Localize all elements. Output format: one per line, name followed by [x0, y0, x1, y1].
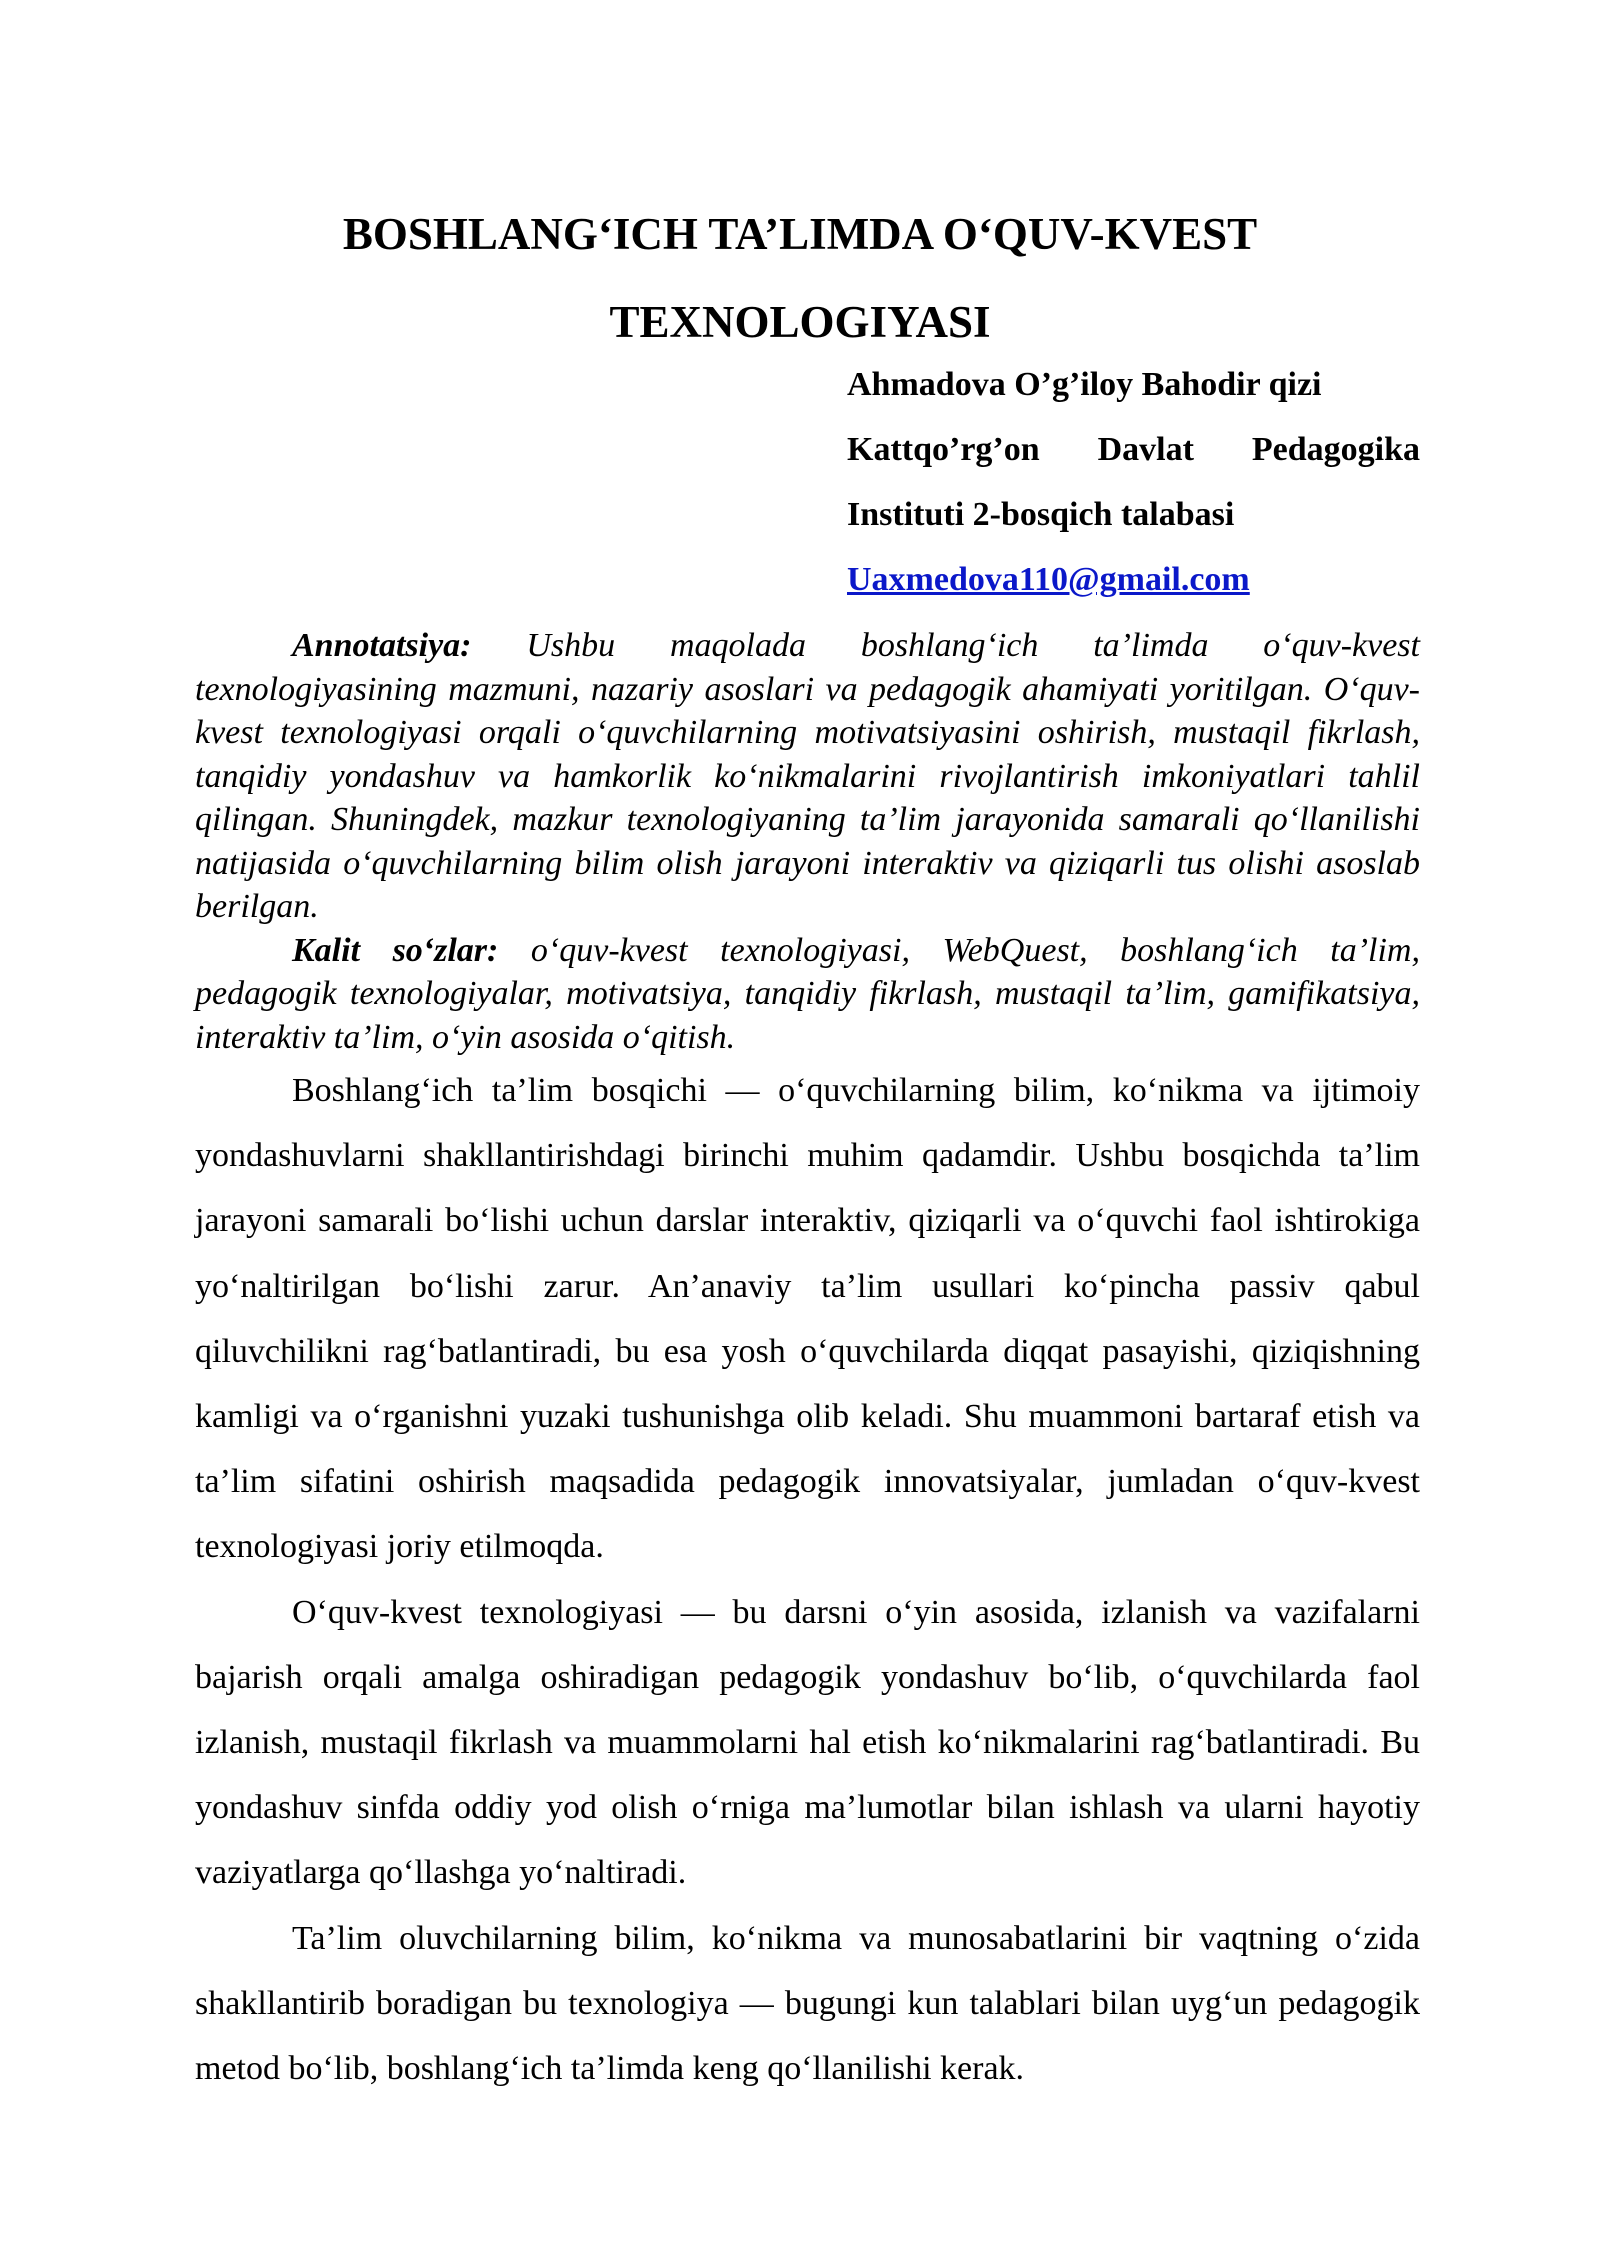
- keywords-label: Kalit so‘zlar:: [292, 931, 499, 969]
- article-title: [195, 190, 1405, 366]
- abstract-text: Ushbu maqolada boshlang‘ich ta’limda o‘quv-kvest texnologiyasining mazmuni, nazariy asoslari va pedagogik ahamiyati yoritilgan. O‘quv-kvest texnologiyasi orqali o‘quvchilarning motivatsiyasini oshirish, mustaqil fikrlash, tanqidiy yondashuv va hamkorlik ko‘nikmalarini rivojlantirish imkoniyatlari tahlil qilingan. Shuningdek, mazkur texnologiyaning ta’lim jarayonida samarali qo‘llanilishi natijasida o‘quvchilarning bilim olish jarayoni interaktiv va qiziqarli tus olishi asoslab berilgan.: [195, 627, 1420, 925]
- article-title-line-1: BOSHLANG‘ICH TA’LIMDA O‘QUV-KVEST: [342, 209, 1258, 259]
- article-title-line-2: TEXNOLOGIYASI: [609, 297, 991, 347]
- abstract-section: [195, 624, 1420, 1059]
- abstract-paragraph: [195, 624, 1420, 929]
- author-affiliation-line-1: Kattqo’rg’on Davlat Pedagogika: [847, 431, 1420, 468]
- body-paragraph-3: Ta’lim oluvchilarning bilim, ko‘nikma va munosabatlarini bir vaqtning o‘zida shakllantirib boradigan bu texnologiya — bugungi kun talablari bilan uyg‘un pedagogik metod bo‘lib, boshlang‘ich ta’limda keng qo‘llanilishi kerak.: [195, 1919, 1420, 2088]
- article-body: [195, 1058, 1420, 2101]
- keywords-paragraph: [195, 929, 1420, 1060]
- body-paragraph-2: O‘quv-kvest texnologiyasi — bu darsni o‘yin asosida, izlanish va vazifalarni bajarish orqali amalga oshiradigan pedagogik yondashuv bo‘lib, o‘quvchilarda faol izlanish, mustaqil fikrlash va muammolarni hal etish ko‘nikmalarini rag‘batlantiradi. Bu yondashuv sinfda oddiy yod olish o‘rniga ma’lumotlar bilan ishlash va ularni hayotiy vaziyatlarga qo‘llashga yo‘naltiradi.: [195, 1593, 1420, 1892]
- author-block: [847, 352, 1420, 612]
- abstract-label: Annotatsiya:: [292, 627, 472, 664]
- body-paragraph-1: Boshlang‘ich ta’lim bosqichi — o‘quvchilarning bilim, ko‘nikma va ijtimoiy yondashuvlarni shakllantirishdagi birinchi muhim qadamdir. Ushbu bosqichda ta’lim jarayoni samarali bo‘lishi uchun darslar interaktiv, qiziqarli va o‘quvchi faol ishtirokiga yo‘naltirilgan bo‘lishi zarur. An’anaviy ta’lim usullari ko‘pincha passiv qabul qiluvchilikni rag‘batlantiradi, bu esa yosh o‘quvchilarda diqqat pasayishi, qiziqishning kamligi va o‘rganishni yuzaki tushunishga olib keladi. Shu muammoni bartaraf etish va ta’lim sifatini oshirish maqsadida pedagogik innovatsiyalar, jumladan o‘quv-kvest texnologiyasi joriy etilmoqda.: [195, 1072, 1420, 1566]
- keywords-text: o‘quv-kvest texnologiyasi, WebQuest, boshlang‘ich ta’lim, pedagogik texnologiyalar, motivatsiya, tanqidiy fikrlash, mustaqil ta’lim, gamifikatsiya, interaktiv ta’lim, o‘yin asosida o‘qitish.: [195, 931, 1420, 1056]
- author-affiliation-line-2: Instituti 2-bosqich talabasi: [847, 496, 1235, 533]
- author-name: Ahmadova O’g’iloy Bahodir qizi: [847, 366, 1322, 403]
- author-email-link[interactable]: Uaxmedova110@gmail.com: [847, 561, 1250, 598]
